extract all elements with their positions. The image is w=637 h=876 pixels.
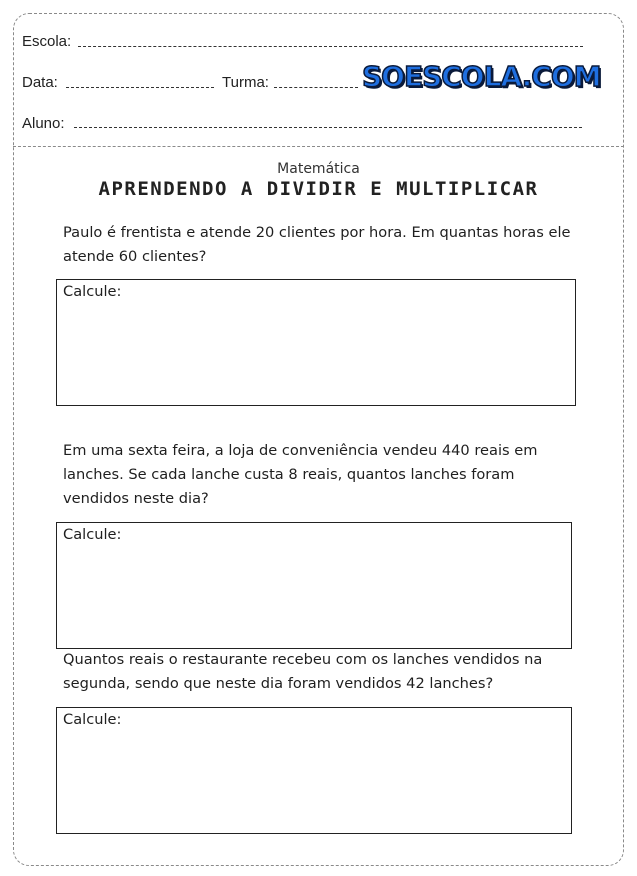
question-2-text: Em uma sexta feira, a loja de conveniência vendeu 440 reais em lanches. Se cada lanche custa 8 reais, quantos lanches foram vendidos neste dia? — [63, 442, 538, 507]
class-label: Turma: — [222, 74, 269, 91]
subject-heading: Matemática — [277, 161, 360, 177]
answer-box-2[interactable] — [56, 522, 572, 649]
school-field[interactable] — [78, 46, 583, 47]
answer-box-3[interactable] — [56, 707, 572, 834]
school-label: Escola: — [22, 33, 72, 50]
worksheet-title: APRENDENDO A DIVIDIR E MULTIPLICAR — [98, 178, 539, 200]
calculate-label: Calcule: — [63, 711, 122, 728]
calculate-label: Calcule: — [63, 283, 122, 300]
date-field[interactable] — [66, 87, 214, 88]
question-3-text: Quantos reais o restaurante recebeu com os lanches vendidos na segunda, sendo que neste dia foram vendidos 42 lanches? — [63, 651, 543, 692]
date-label: Data: — [22, 74, 58, 91]
header-divider — [13, 146, 624, 147]
question-1-text: Paulo é frentista e atende 20 clientes por hora. Em quantas horas ele atende 60 clientes? — [63, 224, 571, 265]
student-field[interactable] — [74, 127, 582, 128]
answer-box-1[interactable] — [56, 279, 576, 406]
soescola-logo: SOESCOLA.COM — [362, 60, 601, 93]
class-field[interactable] — [274, 87, 358, 88]
calculate-label: Calcule: — [63, 526, 122, 543]
student-label: Aluno: — [22, 115, 65, 132]
